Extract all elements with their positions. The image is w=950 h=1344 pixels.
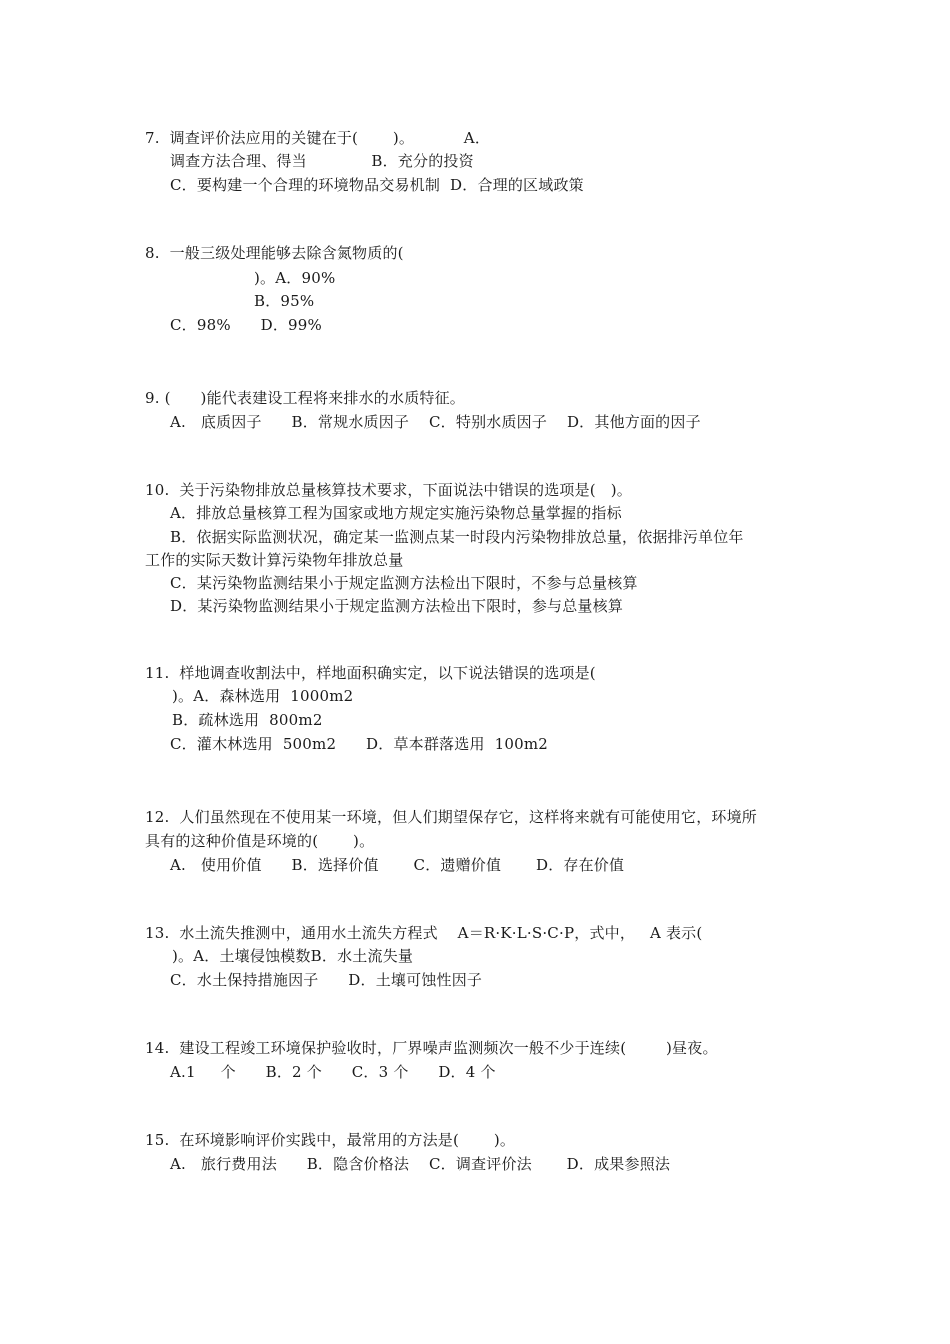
q11-option-b: B．疏林选用 800m2: [172, 711, 323, 729]
q10-option-a: A．排放总量核算工程为国家或地方规定实施污染物总量掌握的指标: [170, 504, 622, 522]
q13-options-cd: C．水土保持措施因子 D．土壤可蚀性因子: [170, 971, 483, 989]
q15-stem: 15. 在环境影响评价实践中，最常用的方法是( )。: [145, 1131, 516, 1149]
q7-options-line-2: C．要构建一个合理的环境物品交易机制 D．合理的区域政策: [170, 176, 584, 194]
q12-stem-cont: 具有的这种价值是环境的( )。: [145, 832, 375, 850]
q11-options-cd: C．灌木林选用 500m2 D．草本群落选用 100m2: [170, 735, 548, 753]
q9-stem: 9. ( )能代表建设工程将来排水的水质特征。: [145, 389, 465, 407]
q7-stem: 7. 调查评价法应用的关键在于( )。 A．: [145, 129, 491, 147]
q7-options-line-1: 调查方法合理、得当 B．充分的投资: [170, 152, 474, 170]
q10-stem: 10. 关于污染物排放总量核算技术要求，下面说法中错误的选项是( )。: [145, 481, 633, 499]
q11-stem: 11. 样地调查收割法中，样地面积确实定，以下说法错误的选项是(: [145, 664, 596, 682]
q8-option-b: B．95%: [254, 292, 315, 310]
q10-option-c: C．某污染物监测结果小于规定监测方法检出下限时，不参与总量核算: [170, 574, 638, 592]
q8-option-a: )。A．90%: [254, 269, 336, 287]
q12-stem: 12. 人们虽然现在不使用某一环境，但人们期望保存它，这样将来就有可能使用它，环境所: [145, 808, 757, 826]
q9-options: A. 底质因子 B．常规水质因子 C．特别水质因子 D．其他方面的因子: [170, 413, 701, 431]
q13-stem: 13. 水土流失推测中，通用水土流失方程式 A＝R·K·L·S·C·P，式中， A 表示(: [145, 924, 703, 942]
q14-stem: 14. 建设工程竣工环境保护验收时，厂界噪声监测频次一般不少于连续( )昼夜。: [145, 1039, 718, 1057]
q12-options: A. 使用价值 B．选择价值 C．遗赠价值 D．存在价值: [170, 856, 625, 874]
q15-options: A. 旅行费用法 B．隐含价格法 C．调查评价法 D．成果参照法: [170, 1155, 671, 1173]
q8-options-cd: C．98% D．99%: [170, 316, 322, 334]
q8-stem: 8. 一般三级处理能够去除含氮物质的(: [145, 244, 404, 262]
q10-option-b: B．依据实际监测状况，确定某一监测点某一时段内污染物排放总量，依据排污单位年: [170, 528, 744, 546]
q14-options: A.1 个 B．2 个 C．3 个 D．4 个: [170, 1063, 496, 1081]
q10-option-b-cont: 工作的实际天数计算污染物年排放总量: [145, 551, 404, 569]
q13-options-ab: )。A．土壤侵蚀模数B．水土流失量: [172, 947, 414, 965]
q10-option-d: D．某污染物监测结果小于规定监测方法检出下限时，参与总量核算: [170, 597, 624, 615]
q11-option-a: )。A．森林选用 1000m2: [172, 687, 354, 705]
